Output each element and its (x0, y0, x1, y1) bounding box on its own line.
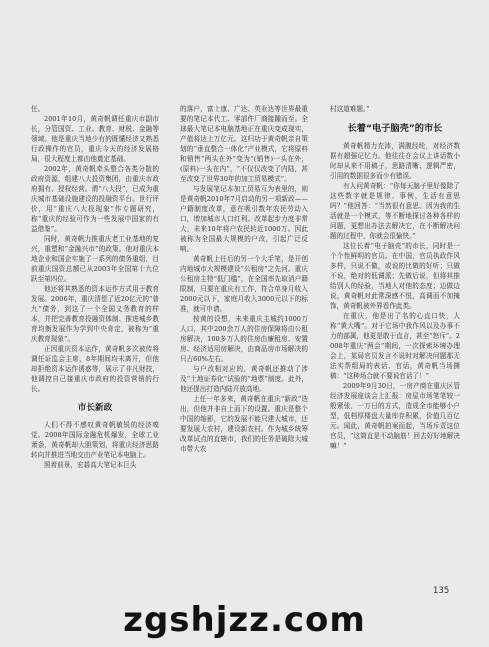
paragraph: 在重庆，他是出了名的心直口快，人称“黄大嘴”。对于它场中我作风以及办事不力的部属，他更是敢于直言，甚至“怒斥”。2008年重庆“两会”期间，一次探索环境办理会上，某局官员发言不说时对解决问题那无法实帮组局的表话、官话，黄奇帆当场撕稿：“这种场合就不要说官话了！” (330, 312, 460, 380)
paragraph: 正因重庆资本运作，黄奇帆多次被传将调任证监会主席，8年期间均未离开，但他却拒绝资本运作诱惑等，展示了非凡财技，他调控自己接重庆市政府的投资营销的行长。 (31, 345, 159, 393)
paragraph: 与发展笔记本加工贸易互为表里的，则是黄奇帆2010年7月启动的另一项新政——户籍制度改革，意在吸引数年农民劳动入口，增加城市人口红利。改革起步力度非常大，未来10年将户农民转近1000万。因此被称为全国最大规模的户改，引起广泛反响。 (180, 185, 308, 253)
paragraph: 2009年9月30日，一房产商在重庆区管经济发展座谈会上汇报：房屋市场笔笔较一般紧张，一万日的方式，造成全市能够小户型，低档厚楼盘大量库存积累，价值几百亿元。闻此，黄奇帆拍案而起，当场斥责这位官员，“这简直是不动脑筋！回去好好地解决嘛！” (330, 382, 460, 450)
paragraph: 上任一年多来，黄奇帆在重庆“新政”迭出，但他并非自上而下的设置。重庆是整个中国的缩影，它的发展不能只建大城市，还要发展大农村，建设新农村。作为城乡统筹改革试点的直辖市，我们的任务是破除大城市带大农 (180, 395, 308, 453)
paragraph: 他还将其熟悉的资本运作方式用于教育发展。2006年，重庆清偿了近20亿元的“普九”债务，到这了一个全国义务教育的样本，并把完善教育投融资体制、推进城乡教育均衡发展作为学到中央肯定，被称为“重庆教育现象”。 (31, 285, 159, 343)
paragraph: 黄奇帆上任后的另一个大手笔，是开创内地城市大规模建设“公租房”之先河。重庆公租房主特“低门槛”，在全国率先取消户籍限制，只要在重庆有工作，符合单身月收入2000元以下，家庭月收入3000元以下的标准，就可申请。 (180, 255, 308, 313)
paragraph: 同时，黄奇帆力推重庆老工业基地的复兴，重塑和“金融兴市”的政策。他对重庆本地企业和国企实施了一系列的债务重组，目前重庆国资总额已从2003年全国第十九位跃至第四位。 (31, 235, 159, 283)
section-heading: 市长新政 (77, 403, 113, 413)
page-number: 135 (433, 586, 450, 596)
text-column-middle (180, 104, 308, 454)
paragraph: 照着前景，宏碁高大笔记本巨头 (44, 461, 137, 469)
paragraph: 有人问黄奇帆：“你每天脑子里好像除了这些数字就是规律、事例，生活有意思吗？”他回答：“当然很有意思。因为我的生活就是一个模式，等不断地探讨各种各样的问题，更想出办法去解决它，在不断解决问题的过程中，你就会很愉快。” (330, 182, 460, 240)
text-column-left (31, 104, 159, 470)
section-heading: 长着“电子脑壳”的市长 (347, 123, 443, 134)
paragraph: 任。 (31, 105, 45, 113)
paragraph: 与户改相对应的，黄奇帆还推动了涉及“土地证券化”试验的“地票”制度。此外，他还提出打造内陆开放高地。 (180, 365, 308, 393)
paragraph: 这位长着“电子脑壳”的市长，同时是一个个性鲜明的官员。在中国，官员执政作风多样，只说不做，或说的比做的好听；只做不说，绝对的低调派；先做后说，但将其推给别人的经验，当地人对他的态度；边做边说，黄奇帆对此常深感不悦，高调而不加掩饰，黄奇帆被外界看作此类。 (330, 242, 460, 310)
paragraph: 2002年，黄奇帆牵头整合各类分散的政府资源，组建八大投资集团，由重庆市政府拥有、授权经营。谓“八大投”，已成为重庆城市基础设施建设的投融资平台。世行评价，用“重庆八大投现象”作专题研究，称“重庆的经验可作为一些发展中国家的有益借鉴”。 (31, 165, 159, 233)
paragraph: 村这道难题。” (330, 105, 370, 113)
watermark: zgshjzz.com (123, 600, 366, 640)
paragraph: 的落户，富士康、广达、英业达等世界最重要的笔记本代工、零部件厂商接踵而至。全球最大笔记本电脑基地正在重庆变成现实，产值将达上万亿元。这归功于黄奇帆亲自策划的“垂直整合一体化”产业模式，它将原料和销售“两头在外”变为“(销售)一头在外，(原料)一头在内”，“不仅仅改变了内陆，甚至改变了世界30年的加工贸易模式”。 (180, 105, 308, 183)
paragraph: 按黄的设想，未来重庆主城约1000万人口，其中200余万人的住房保障将由公租房解决，100多万人的住房由廉租房、安置房、经济适用房解决，由商品房市场解决的只占60%左右。 (180, 315, 308, 363)
paragraph: 黄奇帆精力充沛，满腹经纶，对经济数据有超强记忆力。他往往在会议上讲话数小时却从来不用稿子，思路清晰、逻辑严密，引用的数据很多而少有错误。 (330, 142, 460, 180)
text-column-right (330, 104, 460, 451)
paragraph: 人们不得不感叹黄奇帆敏锐的经济嗅觉。2008年国际金融危机爆发，全球工业萧条，黄奇帆却大胆策划，将重庆经济思路转向并推进当地交由产业笔记本电脑上。 (31, 421, 159, 459)
paragraph: 2001年10月，黄奇帆调任重庆市副市长，分管国资、工业、教育、财税、金融等领域。他是重庆当地少有的既懂经济又熟悉行政操作的官员，重庆今天的经济发展格局，很大程度上都由他奠定基础。 (31, 115, 159, 163)
